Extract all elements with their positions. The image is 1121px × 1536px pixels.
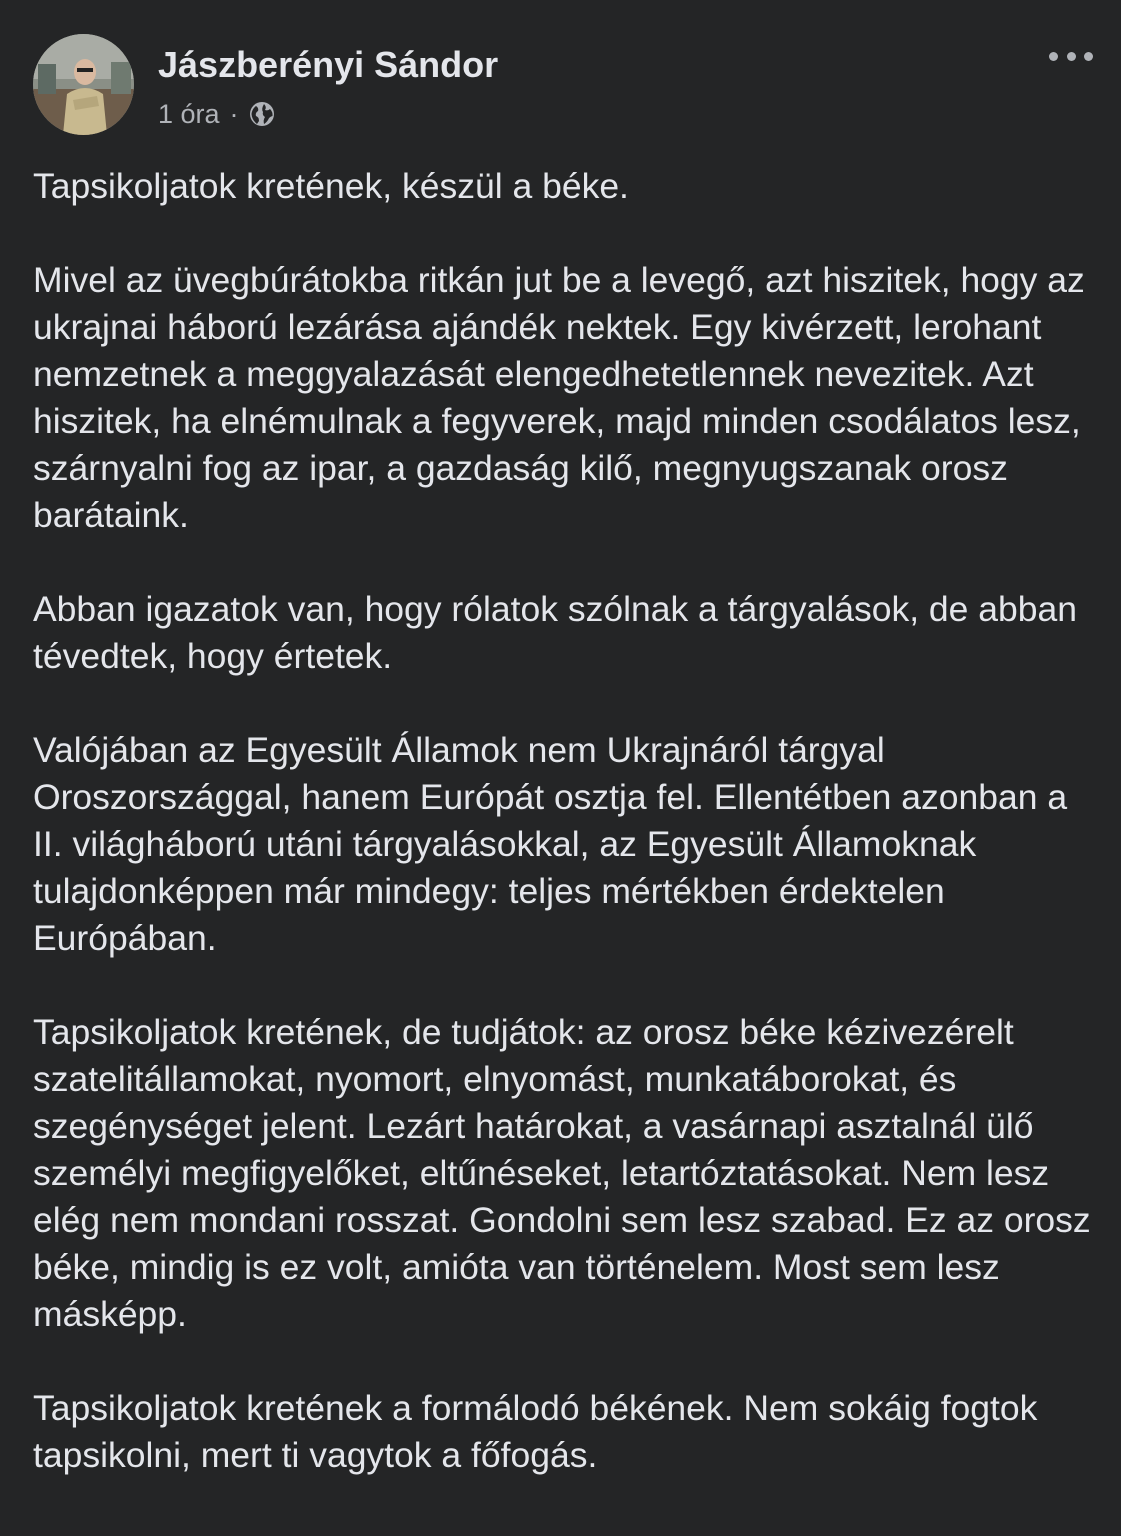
post-paragraph: Abban igazatok van, hogy rólatok szólnak a tárgyalások, de abban tévedtek, hogy értetek. (33, 589, 1077, 676)
post-paragraph: Tapsikoljatok kretének a formálodó békének. Nem sokáig fogtok tapsikolni, mert ti vagytok a főfogás. (33, 1388, 1038, 1475)
globe-icon[interactable] (247, 99, 277, 129)
post-timestamp[interactable]: 1 óra (158, 99, 220, 129)
avatar[interactable] (33, 34, 134, 135)
post-header (33, 34, 1093, 136)
meta-separator: · (229, 99, 239, 129)
avatar-photo-icon (33, 34, 134, 135)
post-meta (158, 96, 277, 132)
post-text (33, 163, 1093, 1526)
author-name[interactable]: Jászberényi Sándor (158, 44, 499, 85)
post-paragraph: Mivel az üvegbúrátokba ritkán jut be a levegő, azt hiszitek, hogy az ukrajnai háború lezárása ajándék nektek. Egy kivérzett, lerohant nemzetnek a meggyalazását elengedhetetlennek nevezitek. Azt hiszitek, ha elnémulnak a fegyverek, majd minden csodálatos lesz, szárnyalni fog az ipar, a gazdaság kilő, megnyugszanak orosz barátaink. (33, 260, 1085, 535)
post-paragraph: Valójában az Egyesült Államok nem Ukrajnáról tárgyal Oroszországgal, hanem Európát osztja fel. Ellentétben azonban a II. világháború utáni tárgyalásokkal, az Egyesült Államoknak tulajdonképpen már mindegy: teljes mértékben érdektelen Európában. (33, 730, 1068, 958)
more-horizontal-icon[interactable] (1049, 46, 1093, 66)
post-paragraph: Tapsikoljatok kretének, de tudjátok: az orosz béke kézivezérelt szatelitállamokat, nyomort, elnyomást, munkatáborokat, és szegénységet jelent. Lezárt határokat, a vasárnapi asztalnál ülő személyi megfigyelőket, eltűnéseket, letartóztatásokat. Nem lesz elég nem mondani rosszat. Gondolni sem lesz szabad. Ez az orosz béke, mindig is ez volt, amióta van történelem. Most sem lesz másképp. (33, 1012, 1091, 1334)
post-paragraph: Tapsikoljatok kretének, készül a béke. (33, 166, 629, 206)
